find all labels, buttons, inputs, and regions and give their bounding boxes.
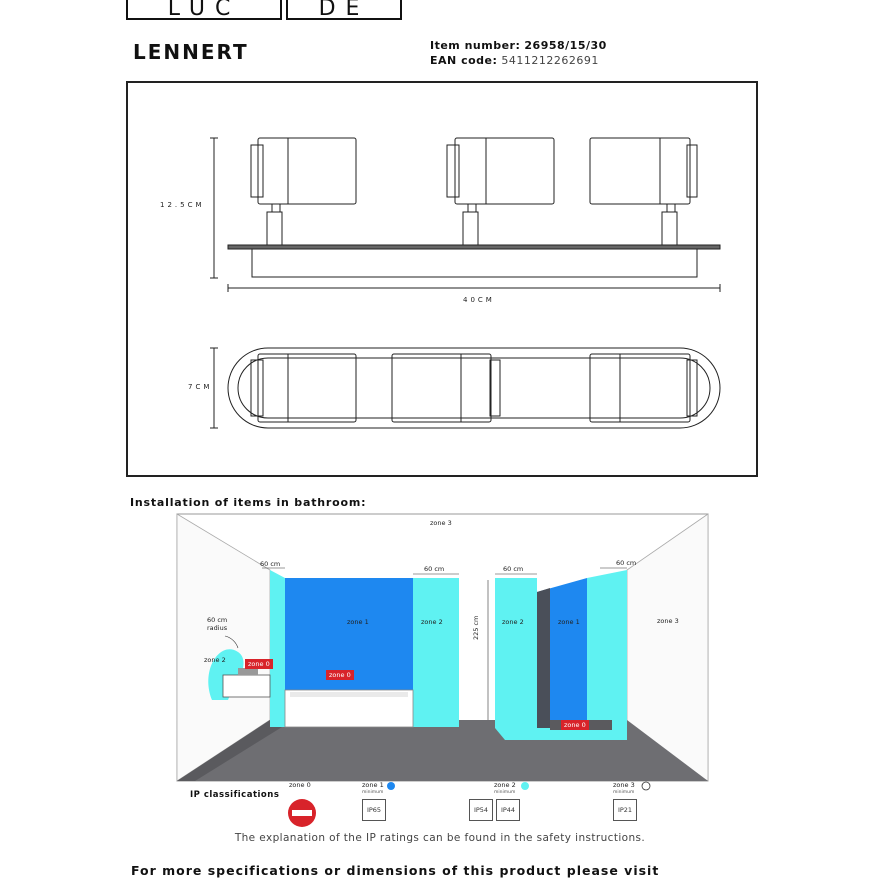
logo-right-text: DE: [318, 0, 370, 20]
width-dimension-label: 40CM: [463, 296, 495, 304]
ip44-box: IP44: [496, 799, 520, 821]
dim-60-mid-right: 60 cm: [503, 565, 524, 573]
height-225-label: 225 cm: [472, 615, 480, 640]
logo-left-text: LUC: [167, 0, 241, 20]
ip-classifications-title: IP classifications: [190, 790, 280, 800]
item-number-value: 26958/15/30: [524, 39, 607, 52]
left-wall-zone2: [270, 570, 285, 727]
zone2-left-label: zone 2: [421, 618, 443, 626]
sink: [223, 675, 270, 697]
dim-60-mid-left: 60 cm: [424, 565, 445, 573]
bathroom-section-title: Installation of items in bathroom:: [130, 496, 367, 509]
ip-zone2-name: zone 2: [494, 781, 516, 789]
zone3-right-label: zone 3: [657, 617, 679, 625]
ip-zone1-minimum: minimum: [362, 790, 384, 795]
height-dimension-label: 12.5CM: [160, 201, 205, 209]
ean-label: EAN code:: [430, 54, 498, 67]
zone2-right-label: zone 2: [502, 618, 524, 626]
ip-zone3-minimum: minimum: [613, 790, 635, 795]
ean-value: 5411212262691: [501, 54, 599, 67]
ip-zone1-label: [362, 782, 384, 796]
zone1-left-label: zone 1: [347, 618, 369, 626]
zone2-dot: [521, 782, 529, 790]
zone2-left: [413, 578, 459, 727]
zone0-sink-badge: zone 0: [245, 659, 273, 669]
ip-zone0-label: zone 0: [289, 781, 311, 789]
item-number-label: Item number:: [430, 39, 521, 52]
radius-label: 60 cm radius: [207, 616, 228, 632]
dim-60-right: 60 cm: [616, 559, 637, 567]
ip-zone1-name: zone 1: [362, 781, 384, 789]
zone1-dot: [387, 782, 395, 790]
product-name: LENNERT: [133, 40, 249, 64]
ip65-box: IP65: [362, 799, 386, 821]
zone1-right-label: zone 1: [558, 618, 580, 626]
zone3-top-label: zone 3: [430, 519, 452, 527]
ip-zone3-name: zone 3: [613, 781, 635, 789]
ip-zone3-label: [613, 782, 635, 796]
dim-60-left: 60 cm: [260, 560, 281, 568]
depth-dimension-label: 7CM: [188, 383, 213, 391]
ip-zone2-label: [494, 782, 516, 796]
right-wall-zone2: [587, 570, 627, 740]
zone2-sink-label: zone 2: [204, 656, 226, 664]
zone3-dot: [642, 782, 650, 790]
ip-ratings-note: The explanation of the IP ratings can be found in the safety instructions.: [234, 832, 646, 844]
ip21-box: IP21: [613, 799, 637, 821]
shower-glass: [537, 588, 550, 728]
ip-zone2-minimum: minimum: [494, 790, 516, 795]
sink-zone0: [238, 668, 258, 675]
zone0-bath-badge: zone 0: [326, 670, 354, 680]
footer-text: For more specifications or dimensions of this product please visit: [131, 863, 660, 878]
zone2-right: [495, 578, 537, 728]
zone0-shower-badge: zone 0: [561, 720, 589, 730]
ip54-box: IP54: [469, 799, 493, 821]
